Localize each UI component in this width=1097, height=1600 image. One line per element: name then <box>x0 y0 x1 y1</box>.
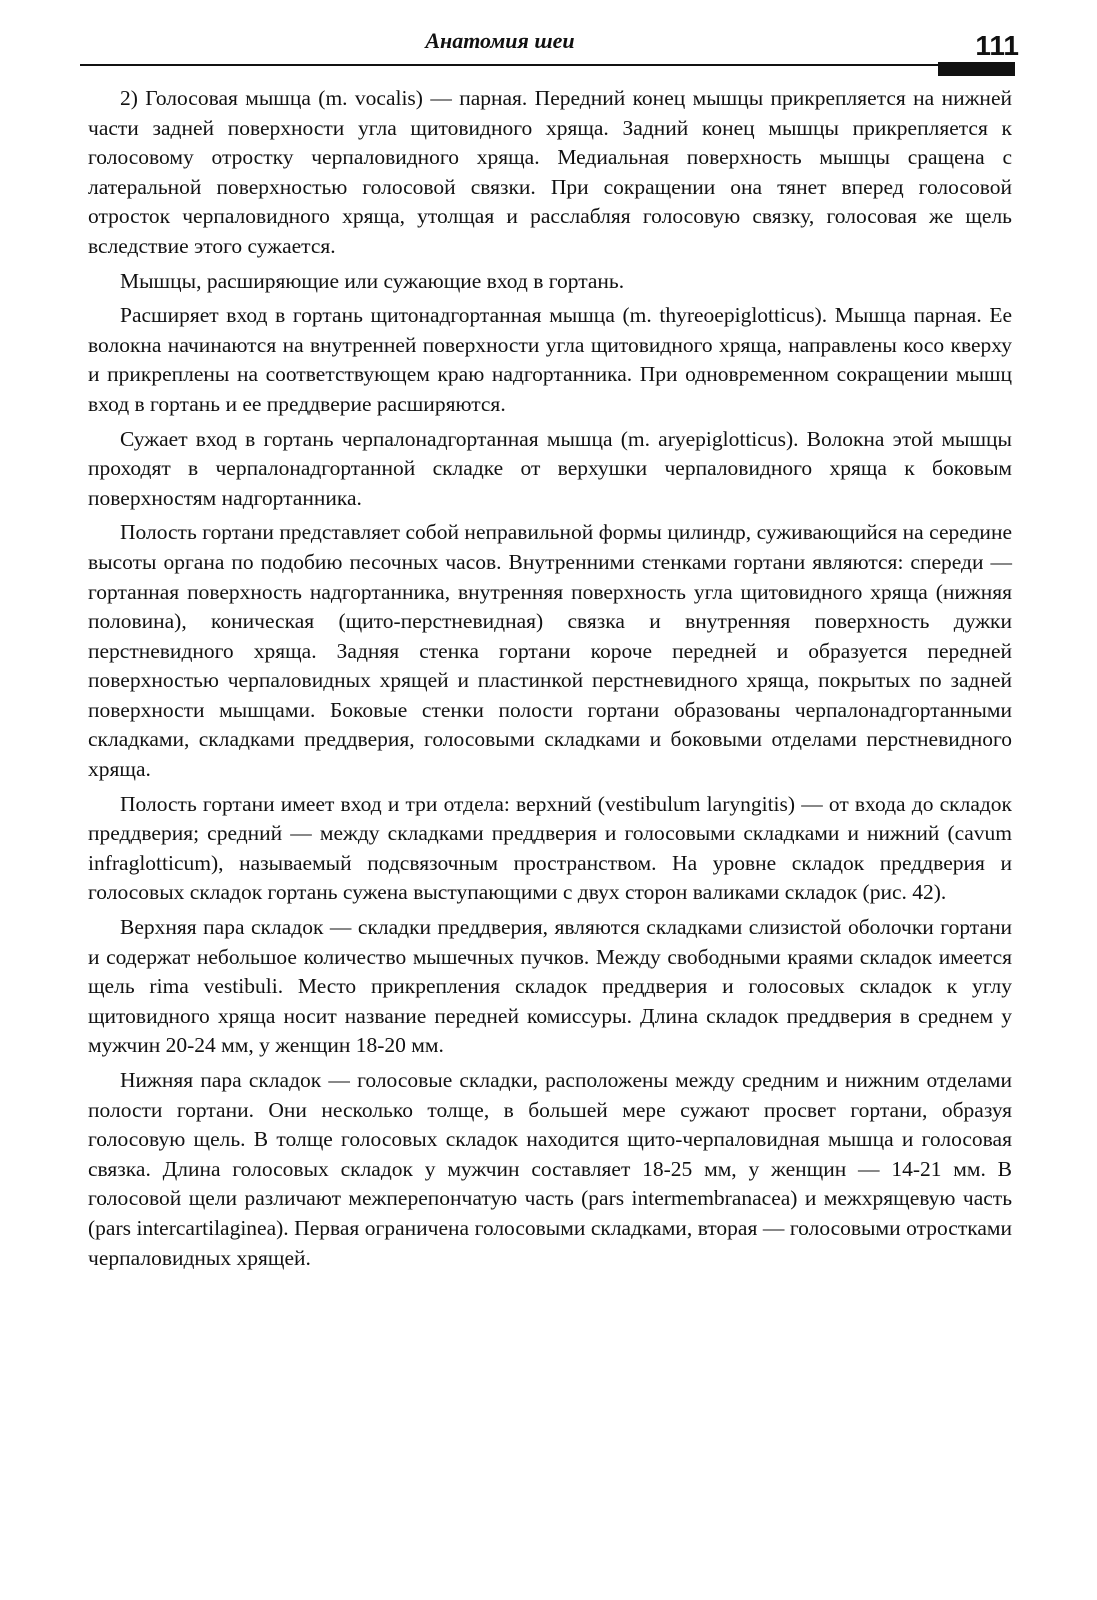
paragraph-vocalis: 2) Голосовая мышца (m. vocalis) — парная. Передний конец мышцы прикрепляется на нижней части задней поверхности угла щитовидного хряща. Задний конец мышцы прикрепляется к голосовому отростку черпаловидного хряща. Медиальная поверхность мышцы сращена с латеральной поверхностью голосовой связки. При сокращении она тянет вперед голосовой отросток черпаловидного хряща, утолщая и расслабляя голосовую связку, голосовая же щель вследствие этого сужается. <box>88 86 1012 258</box>
body-text <box>88 84 1012 1278</box>
paragraph-vocal-folds: Нижняя пара складок — голосовые складки, расположены между средним и нижним отделами полости гортани. Они несколько толще, в большей мере сужают просвет гортани, образуя голосовую щель. В толще голосовых складок находится щито-черпаловидная мышца и голосовая связка. Длина голосовых складок у мужчин составляет 18-25 мм, у женщин — 14-21 мм. В голосовой щели различают межперепончатую часть (pars intermembranacea) и межхрящевую часть (pars intercartilaginea). Первая ограничена голосовыми складками, вторая — голосовыми отростками черпаловидных хрящей. <box>88 1068 1012 1270</box>
page-number: 111 <box>975 30 1019 61</box>
paragraph-vestibular-folds: Верхняя пара складок — складки преддверия, являются складками слизистой оболочки гортани и содержат небольшое количество мышечных пучков. Между свободными краями складок имеется щель rima vestibuli. Место прикрепления складок преддверия и голосовых складок к углу щитовидного хряща носит название передней комиссуры. Длина складок преддверия в среднем у мужчин 20-24 мм, у женщин 18-20 мм. <box>88 915 1012 1058</box>
header-rule <box>80 64 1015 66</box>
running-header-title: Анатомия шеи <box>425 28 575 53</box>
paragraph-aryepiglotticus: Сужает вход в гортань черпалонадгортанная мышца (m. aryepiglotticus). Волокна этой мышцы проходят в черпалонадгортанной складке от верхушки черпаловидного хряща к боковым поверхностям надгортанника. <box>88 426 1012 510</box>
paragraph-larynx-cavity: Полость гортани представляет собой неправильной формы цилиндр, суживающийся на середине высоты органа по подобию песочных часов. Внутренними стенками гортани являются: спереди — гортанная поверхность надгортанника, внутренняя поверхность угла щитовидного хряща (нижняя половина), коническая (щито-перстневидная) связка и внутренняя поверхность дужки перстневидного хряща. Задняя стенка гортани короче передней и образуется передней поверхностью черпаловидных хрящей и пластинкой перстневидного хряща, покрытых по задней поверхности мышцами. Боковые стенки полости гортани образованы черпалонадгортанными складками, складками преддверия, голосовыми складками и боковыми отделами перстневидного хряща. <box>88 520 1012 782</box>
paragraph-muscles-heading: Мышцы, расширяющие или сужающие вход в гортань. <box>120 268 625 293</box>
paragraph-larynx-sections: Полость гортани имеет вход и три отдела: верхний (vestibulum laryngitis) — от входа до складок преддверия; средний — между складками преддверия и голосовыми складками и нижний (cavum infraglotticum), называемый подсвязочным пространством. На уровне складок преддверия и голосовых складок гортань сужена выступающими с двух сторон валиками складок (рис. 42). <box>88 791 1012 905</box>
header-tab-marker <box>938 62 1015 76</box>
paragraph-thyreoepiglotticus: Расширяет вход в гортань щитонадгортанная мышца (m. thyreoepiglotticus). Мышца парная. Ее волокна начинаются на внутренней поверхности угла щитовидного хряща, направлены косо кверху и прикреплены на соответствующем краю надгортанника. При одновременном сокращении мышц вход в гортань и ее преддверие расширяются. <box>88 303 1012 416</box>
